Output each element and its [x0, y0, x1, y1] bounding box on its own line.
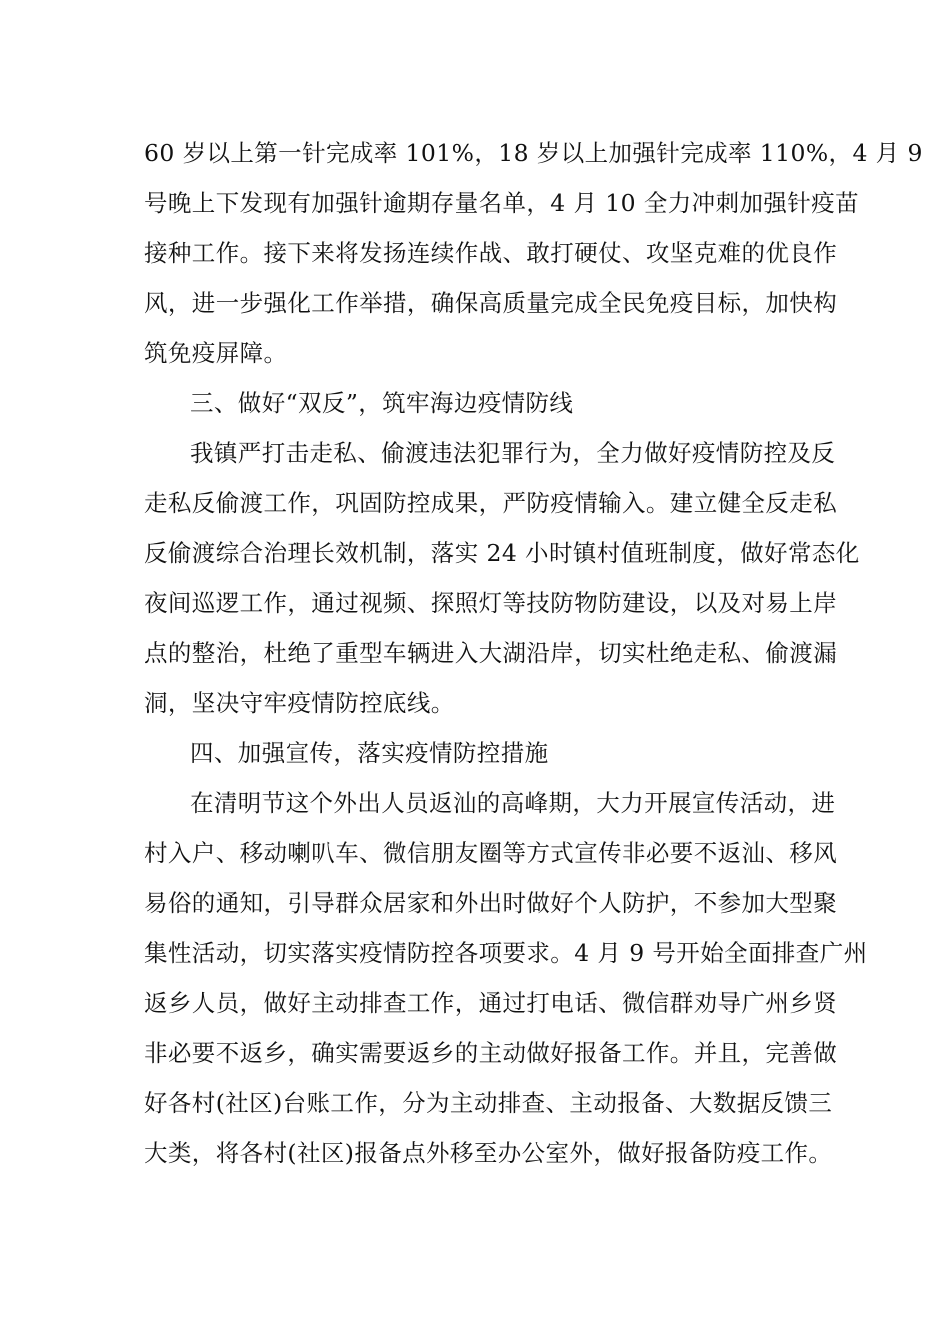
- paragraph-1-line-3: 接种工作。接下来将发扬连续作战、敢打硬仗、攻坚克难的优良作: [144, 239, 838, 267]
- paragraph-2-line-2: 走私反偷渡工作，巩固防控成果，严防疫情输入。建立健全反走私: [144, 489, 838, 517]
- paragraph-3-line-5: 返乡人员，做好主动排查工作，通过打电话、微信群劝导广州乡贤: [144, 989, 838, 1017]
- paragraph-2-line-5: 点的整治，杜绝了重型车辆进入大湖沿岸，切实杜绝走私、偷渡漏: [144, 639, 838, 667]
- paragraph-3-line-6: 非必要不返乡，确实需要返乡的主动做好报备工作。并且，完善做: [144, 1039, 838, 1067]
- paragraph-1-line-4: 风，进一步强化工作举措，确保高质量完成全民免疫目标，加快构: [144, 289, 838, 317]
- paragraph-3-line-1: 在清明节这个外出人员返汕的高峰期，大力开展宣传活动，进: [190, 789, 836, 817]
- paragraph-2-line-4: 夜间巡逻工作，通过视频、探照灯等技防物防建设，以及对易上岸: [144, 589, 838, 617]
- paragraph-2-line-6: 洞，坚决守牢疫情防控底线。: [144, 689, 455, 717]
- section-heading-4: 四、加强宣传，落实疫情防控措施: [190, 739, 549, 767]
- paragraph-1-line-2: 号晚上下发现有加强针逾期存量名单，4 月 10 全力冲刺加强针疫苗: [144, 189, 859, 217]
- paragraph-2-line-3: 反偷渡综合治理长效机制，落实 24 小时镇村值班制度，做好常态化: [144, 539, 860, 567]
- paragraph-3-line-8: 大类，将各村(社区)报备点外移至办公室外，做好报备防疫工作。: [144, 1139, 833, 1167]
- paragraph-3-line-2: 村入户、移动喇叭车、微信朋友圈等方式宣传非必要不返汕、移风: [144, 839, 838, 867]
- paragraph-3-line-4: 集性活动，切实落实疫情防控各项要求。4 月 9 号开始全面排查广州: [144, 939, 868, 967]
- paragraph-1-line-5: 筑免疫屏障。: [144, 339, 288, 367]
- section-heading-3: 三、做好“双反”，筑牢海边疫情防线: [190, 389, 574, 417]
- paragraph-3-line-7: 好各村(社区)台账工作，分为主动排查、主动报备、大数据反馈三: [144, 1089, 833, 1117]
- paragraph-3-line-3: 易俗的通知，引导群众居家和外出时做好个人防护，不参加大型聚: [144, 889, 838, 917]
- paragraph-2-line-1: 我镇严打击走私、偷渡违法犯罪行为，全力做好疫情防控及反: [190, 439, 836, 467]
- paragraph-1-line-1: 60 岁以上第一针完成率 101%，18 岁以上加强针完成率 110%，4 月 9: [144, 139, 923, 167]
